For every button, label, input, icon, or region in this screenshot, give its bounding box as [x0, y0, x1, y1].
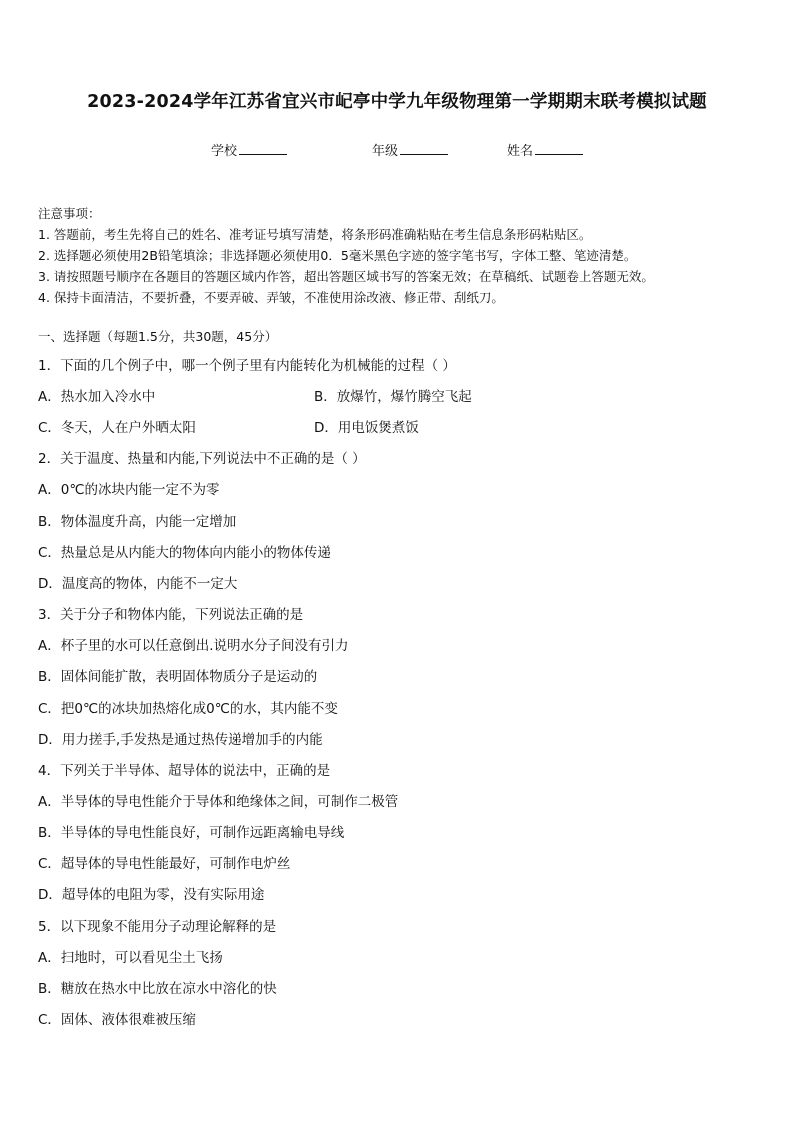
- section-title: 一、选择题（每题1.5分，共30题，45分）: [38, 329, 278, 344]
- question-1-option-c: C．冬天，人在户外晒太阳: [38, 420, 196, 436]
- question-1-stem: 1．下面的几个例子中，哪一个例子里有内能转化为机械能的过程（ ）: [38, 358, 456, 374]
- question-3-stem: 3．关于分子和物体内能，下列说法正确的是: [38, 607, 304, 623]
- question-5-option-a: A．扫地时，可以看见尘土飞扬: [38, 950, 223, 966]
- name-field: [507, 140, 583, 159]
- question-3-option-a: A．杯子里的水可以任意倒出.说明水分子间没有引力: [38, 638, 349, 654]
- question-5-stem: 5．以下现象不能用分子动理论解释的是: [38, 919, 277, 935]
- question-2-option-a: A．0℃的冰块内能一定不为零: [38, 482, 220, 498]
- question-3-option-d: D．用力搓手,手发热是通过热传递增加手的内能: [38, 732, 323, 748]
- notice-heading: 注意事项：: [38, 206, 101, 221]
- question-5-option-c: C．固体、液体很难被压缩: [38, 1012, 196, 1028]
- name-label: 姓名: [507, 144, 534, 159]
- question-2-option-d: D．温度高的物体，内能不一定大: [38, 576, 238, 592]
- question-4-option-b: B．半导体的导电性能良好，可制作远距离输电导线: [38, 825, 345, 841]
- question-2-option-c: C．热量总是从内能大的物体向内能小的物体传递: [38, 545, 331, 561]
- notice-item: 4. 保持卡面清洁，不要折叠，不要弄破、弄皱，不准使用涂改液、修正带、刮纸刀。: [38, 290, 504, 305]
- question-1-option-b: B．放爆竹，爆竹腾空飞起: [314, 389, 472, 405]
- name-blank: [535, 142, 583, 155]
- question-4-stem: 4．下列关于半导体、超导体的说法中，正确的是: [38, 763, 331, 779]
- question-5-option-b: B．糖放在热水中比放在凉水中溶化的快: [38, 981, 277, 997]
- question-2-option-b: B．物体温度升高，内能一定增加: [38, 514, 237, 530]
- question-1-option-d: D．用电饭煲煮饭: [314, 420, 419, 436]
- school-field: [211, 140, 287, 159]
- school-blank: [239, 142, 287, 155]
- question-2-stem: 2．关于温度、热量和内能,下列说法中不正确的是（ ）: [38, 451, 366, 467]
- grade-blank: [400, 142, 448, 155]
- question-4-option-d: D．超导体的电阻为零，没有实际用途: [38, 887, 265, 903]
- question-3-option-c: C．把0℃的冰块加热熔化成0℃的水，其内能不变: [38, 701, 338, 717]
- grade-field: [372, 140, 448, 159]
- question-4-option-c: C．超导体的导电性能最好，可制作电炉丝: [38, 856, 291, 872]
- question-4-option-a: A．半导体的导电性能介于导体和绝缘体之间，可制作二极管: [38, 794, 399, 810]
- page-title: 2023-2024学年江苏省宜兴市屺亭中学九年级物理第一学期期末联考模拟试题: [87, 92, 707, 112]
- question-3-option-b: B．固体间能扩散，表明固体物质分子是运动的: [38, 669, 318, 685]
- grade-label: 年级: [372, 144, 399, 159]
- question-1-option-a: A．热水加入冷水中: [38, 389, 156, 405]
- notice-item: 2. 选择题必须使用2B铅笔填涂；非选择题必须使用0．5毫米黑色字迹的签字笔书写，字体工整、笔迹清楚。: [38, 248, 637, 263]
- school-label: 学校: [211, 144, 238, 159]
- notice-item: 3. 请按照题号顺序在各题目的答题区域内作答，超出答题区域书写的答案无效；在草稿纸、试题卷上答题无效。: [38, 269, 654, 284]
- notice-block: [38, 203, 654, 308]
- notice-item: 1. 答题前，考生先将自己的姓名、准考证号填写清楚，将条形码准确粘贴在考生信息条形码粘贴区。: [38, 227, 592, 242]
